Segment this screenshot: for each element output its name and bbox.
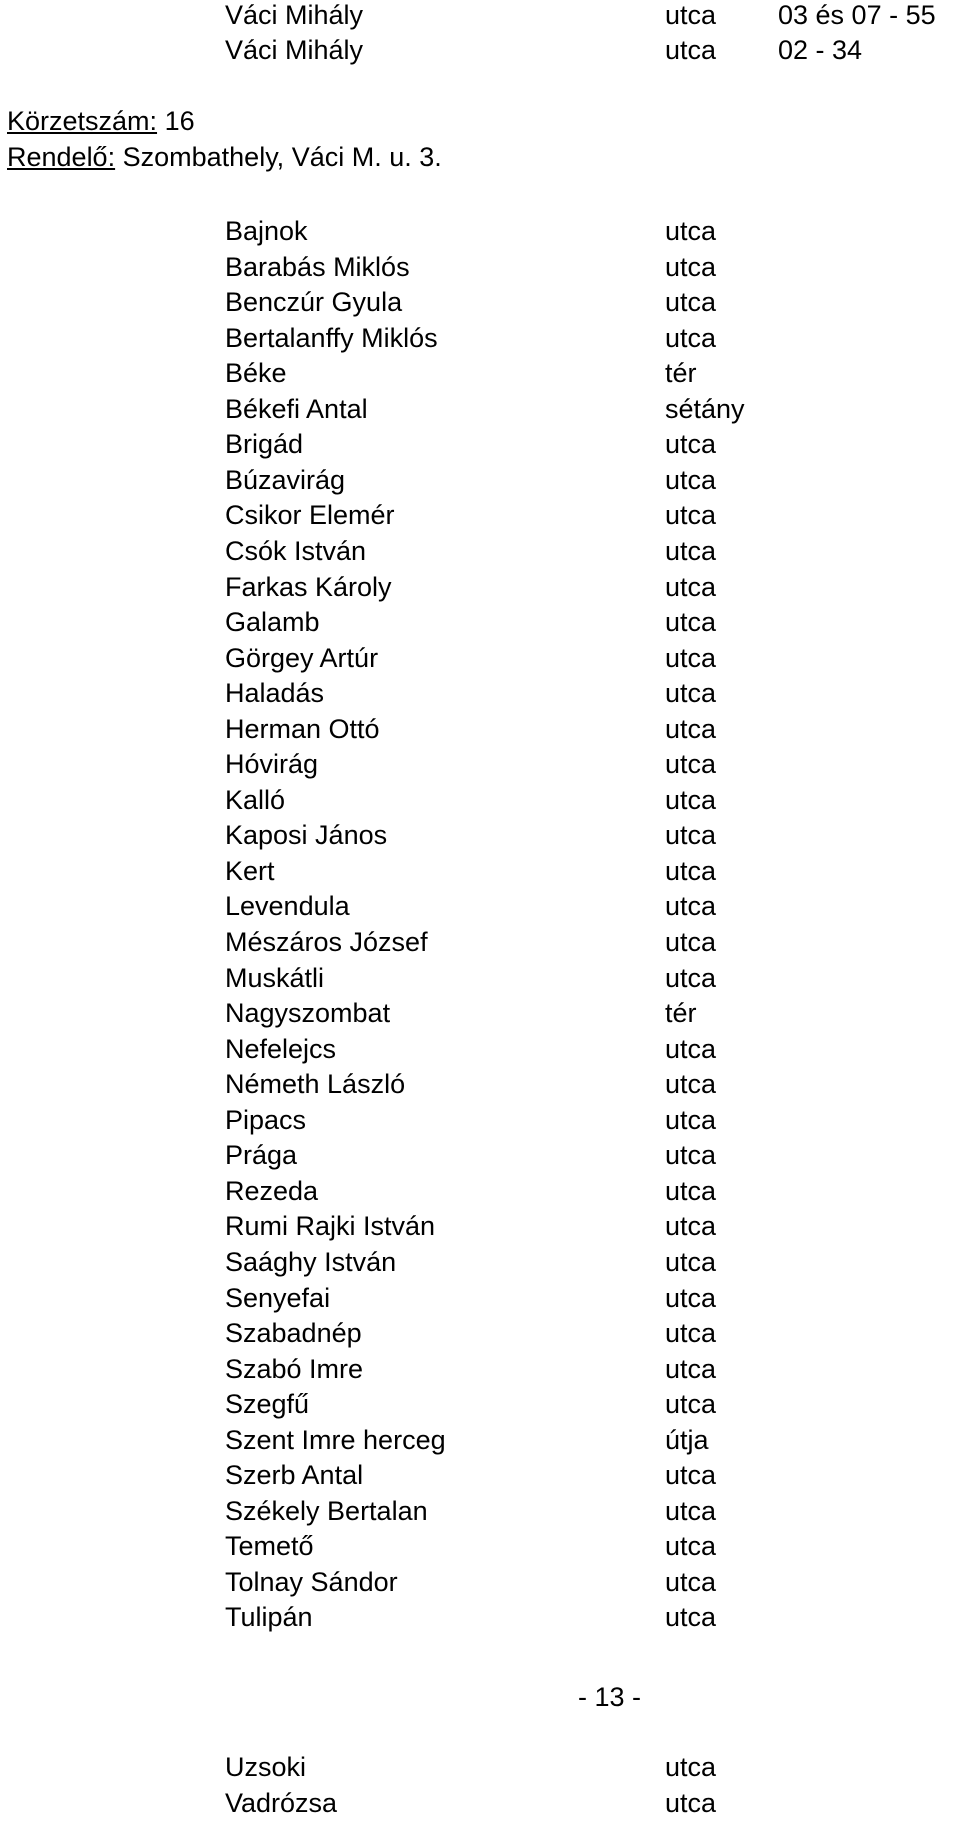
street-name: Szabó Imre (225, 1353, 364, 1384)
street-name: Szerb Antal (225, 1460, 364, 1491)
street-type: utca (665, 1033, 717, 1064)
street-name: Csikor Elemér (225, 500, 395, 531)
street-type: utca (665, 322, 717, 353)
street-name: Temető (225, 1531, 314, 1562)
street-name: Szent Imre herceg (225, 1424, 446, 1455)
office-address: Szombathely, Váci M. u. 3. (122, 142, 442, 172)
street-name: Tulipán (225, 1602, 313, 1633)
street-type: utca (665, 678, 717, 709)
district-number-line (7, 104, 442, 140)
street-name: Bertalanffy Miklós (225, 322, 438, 353)
street-type: sétány (665, 393, 745, 424)
page-number: - 13 - (578, 1682, 642, 1712)
office-label: Rendelő: (7, 142, 116, 172)
street-type: utca (665, 1104, 717, 1135)
street-name: Benczúr Gyula (225, 287, 403, 318)
street-name: Prága (225, 1140, 298, 1171)
street-name: Vadrózsa (225, 1787, 338, 1818)
street-type: utca (665, 1318, 717, 1349)
street-name: Saághy István (225, 1246, 397, 1277)
street-type: utca (665, 251, 717, 282)
office-line (7, 140, 442, 176)
district-number: 16 (164, 106, 195, 136)
street-type: utca (665, 820, 717, 851)
street-type: utca (665, 1787, 717, 1818)
street-type: utca (665, 0, 717, 30)
street-name: Váci Mihály (225, 35, 364, 65)
street-name: Nagyszombat (225, 998, 391, 1029)
street-type: utca (665, 1282, 717, 1313)
street-name: Békefi Antal (225, 393, 368, 424)
street-type: utca (665, 749, 717, 780)
street-name: Kalló (225, 784, 286, 815)
street-name: Rezeda (225, 1175, 319, 1206)
street-type: útja (665, 1424, 709, 1455)
street-type: utca (665, 429, 717, 460)
street-name: Béke (225, 358, 287, 389)
street-type: utca (665, 962, 717, 993)
street-type: tér (665, 358, 697, 389)
street-type: utca (665, 1175, 717, 1206)
street-type: utca (665, 1566, 717, 1597)
district-label: Körzetszám: (7, 106, 158, 136)
street-type: utca (665, 891, 717, 922)
street-name: Brigád (225, 429, 304, 460)
street-name: Tolnay Sándor (225, 1566, 398, 1597)
street-name: Szabadnép (225, 1318, 362, 1349)
street-name: Kaposi János (225, 820, 388, 851)
street-type: utca (665, 1069, 717, 1100)
street-type: utca (665, 287, 717, 318)
street-name: Kert (225, 855, 275, 886)
street-type: utca (665, 855, 717, 886)
street-name: Váci Mihály (225, 0, 364, 30)
street-type: utca (665, 927, 717, 957)
street-name: Pipacs (225, 1104, 307, 1135)
street-name: Görgey Artúr (225, 642, 379, 673)
street-name: Bajnok (225, 216, 308, 246)
street-type: utca (665, 784, 717, 815)
street-name: Herman Ottó (225, 713, 380, 744)
street-type: utca (665, 216, 717, 246)
street-name: Haladás (225, 678, 325, 709)
street-type: utca (665, 571, 717, 602)
street-name: Levendula (225, 891, 350, 922)
street-type: utca (665, 464, 717, 495)
street-name: Uzsoki (225, 1752, 307, 1782)
street-name: Székely Bertalan (225, 1495, 428, 1526)
street-type: utca (665, 1460, 717, 1491)
street-name: Galamb (225, 607, 320, 638)
street-type: utca (665, 1752, 717, 1782)
street-name: Szegfű (225, 1389, 310, 1420)
street-name: Nefelejcs (225, 1033, 337, 1064)
street-type: utca (665, 1531, 717, 1562)
street-type: utca (665, 607, 717, 638)
house-number-range: 02 - 34 (778, 35, 863, 65)
street-name: Mészáros József (225, 927, 428, 957)
street-type: utca (665, 1211, 717, 1242)
street-type: utca (665, 1389, 717, 1420)
street-type: utca (665, 642, 717, 673)
street-type: utca (665, 535, 717, 566)
street-type: utca (665, 35, 717, 65)
street-name: Csók István (225, 535, 367, 566)
street-name: Rumi Rajki István (225, 1211, 436, 1242)
house-number-range: 03 és 07 - 55 (778, 0, 936, 30)
district-header (7, 104, 442, 176)
street-type: utca (665, 1246, 717, 1277)
street-name: Németh László (225, 1069, 406, 1100)
street-type: utca (665, 1495, 717, 1526)
street-type: utca (665, 1353, 717, 1384)
street-name: Farkas Károly (225, 571, 392, 602)
street-name: Muskátli (225, 962, 325, 993)
street-type: utca (665, 500, 717, 531)
street-type: utca (665, 1140, 717, 1171)
street-name: Barabás Miklós (225, 251, 410, 282)
street-type: utca (665, 713, 717, 744)
street-name: Senyefai (225, 1282, 331, 1313)
street-type: tér (665, 998, 697, 1029)
street-name: Búzavirág (225, 464, 346, 495)
street-type: utca (665, 1602, 717, 1633)
street-name: Hóvirág (225, 749, 319, 780)
